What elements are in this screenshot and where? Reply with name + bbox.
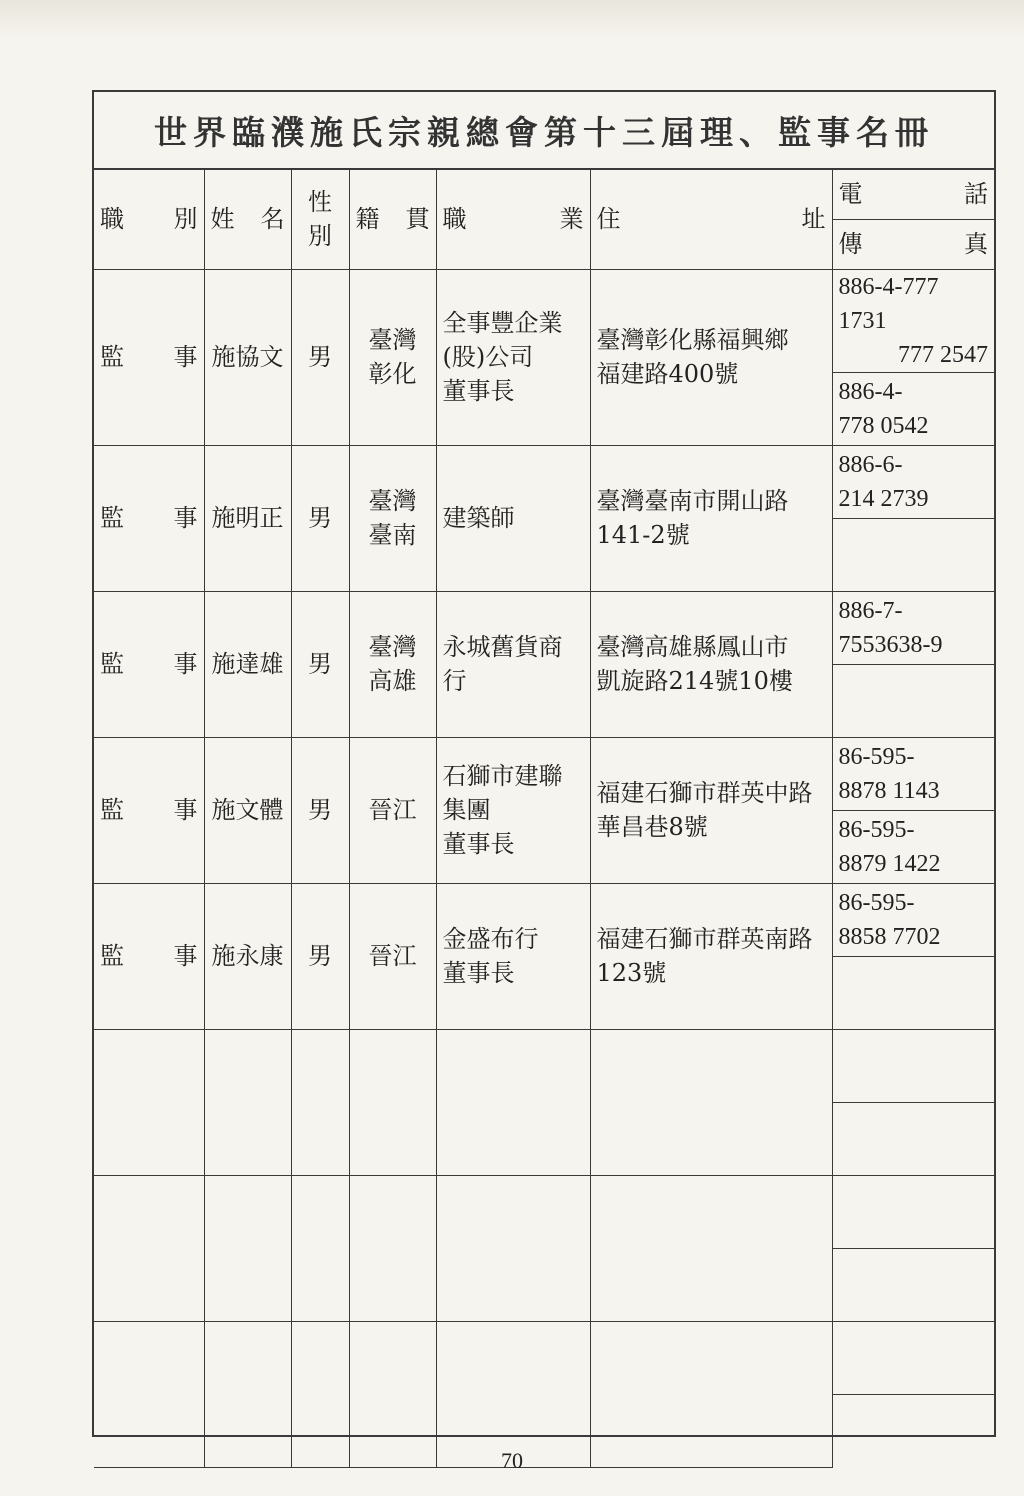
table-row: [94, 591, 994, 664]
role-cell: [94, 445, 204, 591]
role-char: 監: [100, 504, 124, 532]
fax-cell: 886-4- 778 0542: [832, 372, 994, 445]
name-cell: 施協文: [204, 269, 291, 445]
origin-cell: 晉江: [349, 737, 436, 883]
name-cell: [204, 1321, 291, 1467]
role-char: 監: [100, 650, 124, 678]
name-cell: [204, 1029, 291, 1175]
page-top-edge: [0, 0, 1024, 40]
phone-cell: [832, 1321, 994, 1394]
fax-cell: [832, 1248, 994, 1321]
address-cell: [590, 1029, 832, 1175]
phone-cell: [832, 269, 994, 372]
phone-cell: [832, 591, 994, 664]
role-char: 事: [173, 650, 198, 678]
role-char: 事: [173, 796, 198, 824]
phone-number-2: 777 2547: [898, 341, 988, 368]
table-row: [94, 883, 994, 956]
gender-cell: [291, 1029, 349, 1175]
fax-cell: [832, 518, 994, 591]
occupation-cell: 金盛布行 董事長: [436, 883, 590, 1029]
role-char: 事: [173, 504, 198, 532]
table-row: [94, 269, 994, 372]
phone-number: 886-6- 214 2739: [838, 451, 929, 512]
phone-cell: [832, 445, 994, 518]
name-cell: 施文體: [204, 737, 291, 883]
name-cell: 施達雄: [204, 591, 291, 737]
role-cell: [94, 1175, 204, 1321]
address-cell: 臺灣臺南市開山路 141-2號: [590, 445, 832, 591]
header-gender: 性別: [291, 170, 349, 269]
address-cell: 臺灣高雄縣鳳山市 凱旋路214號10樓: [590, 591, 832, 737]
role-cell: [94, 269, 204, 445]
role-cell: [94, 591, 204, 737]
origin-cell: [349, 1321, 436, 1467]
occupation-cell: [436, 1321, 590, 1467]
occupation-cell: [436, 1029, 590, 1175]
role-char: 監: [100, 942, 124, 970]
occupation-cell: [436, 1175, 590, 1321]
phone-cell: [832, 883, 994, 956]
phone-cell: [832, 1175, 994, 1248]
role-char: 監: [100, 343, 124, 371]
role-char: 監: [100, 796, 124, 824]
gender-cell: 男: [291, 445, 349, 591]
table-row: [94, 1029, 994, 1102]
table-row: [94, 737, 994, 810]
header-row: [94, 170, 994, 219]
fax-cell: [832, 1102, 994, 1175]
origin-cell: 臺灣 高雄: [349, 591, 436, 737]
origin-cell: [349, 1029, 436, 1175]
phone-number: 886-4-777 1731: [838, 273, 939, 334]
role-cell: [94, 1321, 204, 1467]
occupation-cell: 建築師: [436, 445, 590, 591]
gender-cell: 男: [291, 883, 349, 1029]
role-char: 事: [173, 343, 198, 371]
name-cell: 施明正: [204, 445, 291, 591]
fax-cell: [832, 956, 994, 1029]
gender-cell: 男: [291, 269, 349, 445]
phone-cell: [832, 1029, 994, 1102]
name-cell: 施永康: [204, 883, 291, 1029]
gender-cell: [291, 1175, 349, 1321]
address-cell: 福建石獅市群英南路 123號: [590, 883, 832, 1029]
address-cell: 臺灣彰化縣福興鄉 福建路400號: [590, 269, 832, 445]
role-cell: [94, 737, 204, 883]
origin-cell: 晉江: [349, 883, 436, 1029]
occupation-cell: 全事豐企業 (股)公司 董事長: [436, 269, 590, 445]
page-number: 70: [501, 1448, 523, 1473]
table-row: [94, 1175, 994, 1248]
phone-cell: [832, 737, 994, 810]
address-cell: [590, 1175, 832, 1321]
origin-cell: 臺灣 彰化: [349, 269, 436, 445]
fax-cell: 86-595- 8879 1422: [832, 810, 994, 883]
occupation-cell: 石獅市建聯 集團 董事長: [436, 737, 590, 883]
origin-cell: [349, 1175, 436, 1321]
occupation-cell: 永城舊貨商 行: [436, 591, 590, 737]
phone-number: 886-7- 7553638-9: [838, 597, 943, 658]
role-char: 事: [173, 942, 198, 970]
gender-cell: 男: [291, 737, 349, 883]
table-row: [94, 1321, 994, 1394]
header-address: 住 址: [590, 170, 832, 269]
header-occupation: 職 業: [436, 170, 590, 269]
roster-frame: [92, 90, 996, 1437]
address-cell: 福建石獅市群英中路 華昌巷8號: [590, 737, 832, 883]
phone-number: 86-595- 8858 7702: [838, 889, 941, 950]
fax-cell: [832, 664, 994, 737]
header-origin: 籍 貫: [349, 170, 436, 269]
gender-cell: [291, 1321, 349, 1467]
name-cell: [204, 1175, 291, 1321]
document-title: 世界臨濮施氏宗親總會第十三屆理、監事名冊: [94, 92, 994, 170]
role-cell: [94, 883, 204, 1029]
role-cell: [94, 1029, 204, 1175]
origin-cell: 臺灣 臺南: [349, 445, 436, 591]
header-name: 姓 名: [204, 170, 291, 269]
table-row: [94, 445, 994, 518]
phone-number: 86-595- 8878 1143: [838, 743, 940, 804]
header-phone: 電 話: [832, 170, 994, 219]
roster-table: [94, 170, 994, 1468]
address-cell: [590, 1321, 832, 1467]
gender-cell: 男: [291, 591, 349, 737]
header-fax: 傳 真: [832, 219, 994, 269]
header-role: 職 別: [94, 170, 204, 269]
